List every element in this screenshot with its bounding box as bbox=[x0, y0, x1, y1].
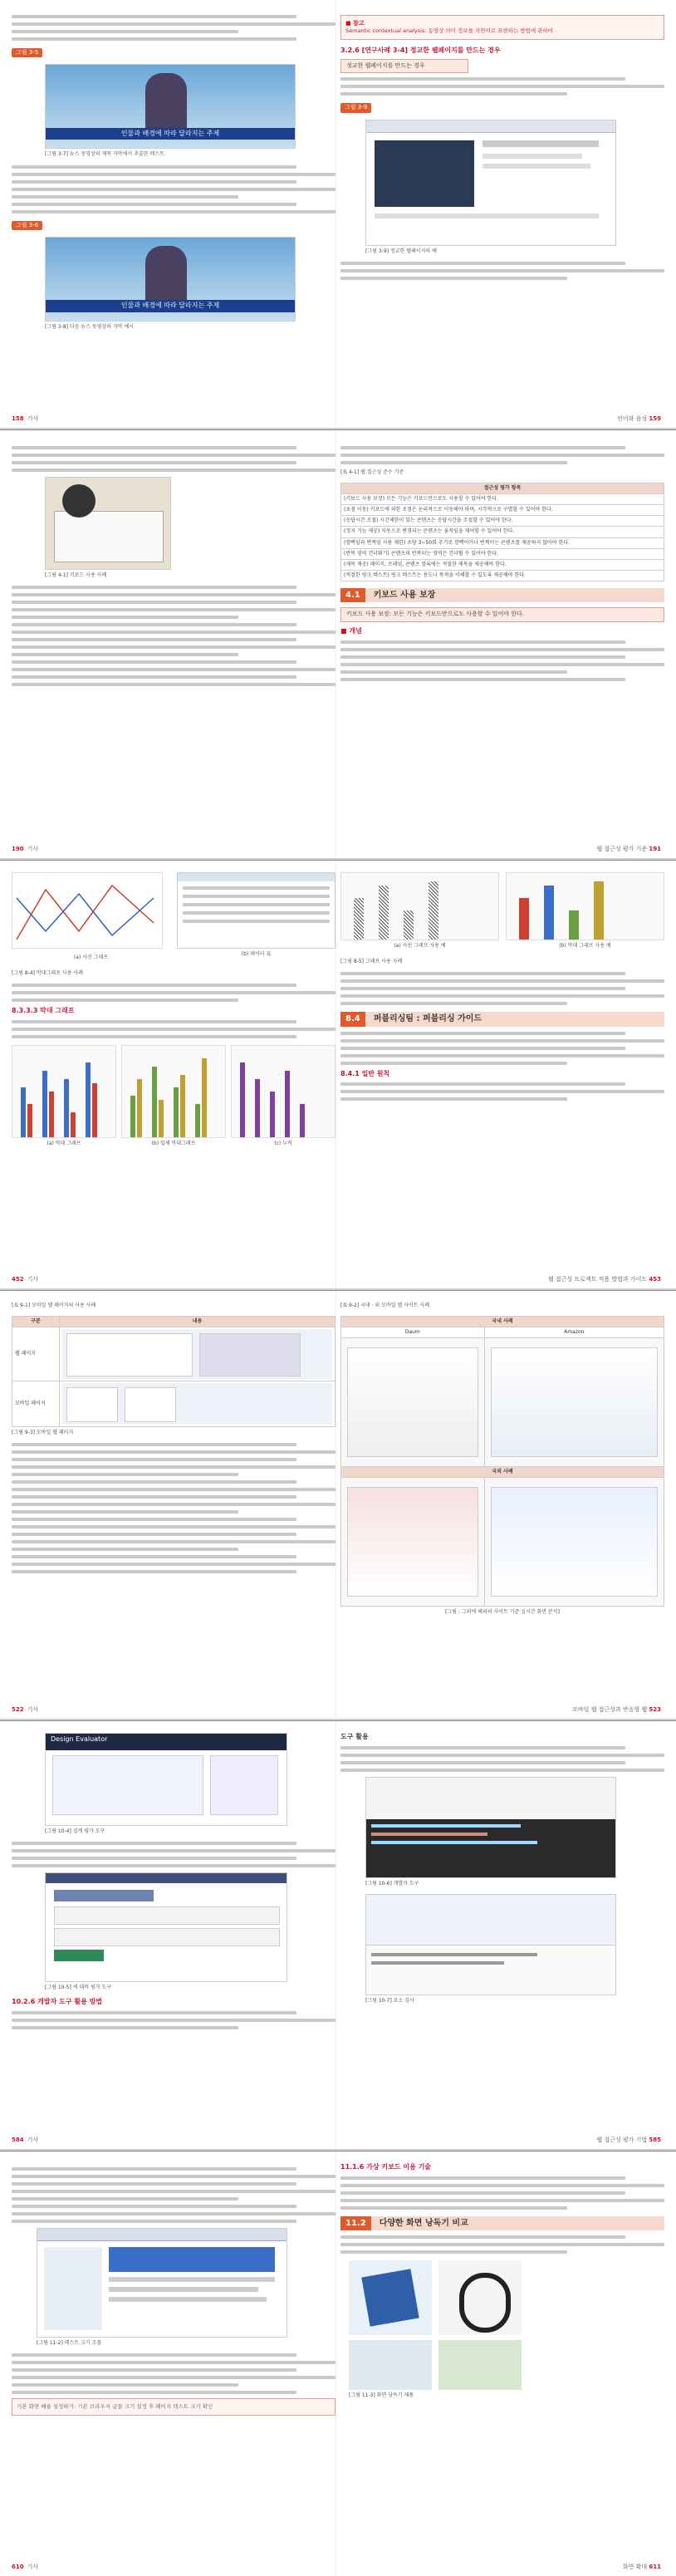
criteria-table: 접근성 평가 항목 (키보드 사용 보장) 모든 기능은 키보드만으로도 사용할 수 있어야 한다. (초점 이동) 키보드에 의한 초점은 논리적으로 이동해야 하며, 시각적으로 구별할 수 있어야 한다. (응답시간 조절) 시간제한이 있는 콘텐츠는 응답시간을 조절할 수 있어야 한다. (정지 기능 제공) 자동으로 변경되는 콘텐츠는 움직임을 제어할 수 있어야 한다. (깜빡임과 번쩍임 사용 제한) 초당 3~50회 주기로 깜빡이거나 번쩍이는 콘텐츠를 제공하지 않아야 한다. (반복 영역 건너뛰기) 콘텐츠의 반복되는 영역은 건너뛸 수 있어야 한다. (제목 제공) 페이지, 프레임, 콘텐츠 블록에는 적절한 제목을 제공해야 한다. (적절한 링크 텍스트) 링크 텍스트는 용도나 목적을 이해할 수 있도록 제공해야 한다. bbox=[340, 483, 664, 581]
page-number: 158 기사 bbox=[12, 415, 39, 422]
page-number: 452 기사 bbox=[12, 1275, 39, 1283]
mobile-sites-table: 국내 사례 Daum Amazon 국외 사례 bbox=[340, 1316, 664, 1607]
page-left bbox=[12, 1721, 336, 2149]
chart-caption: (a) 사선 그래프 bbox=[73, 954, 109, 960]
page-number: 584 기사 bbox=[12, 2136, 39, 2143]
page-left bbox=[12, 0, 336, 428]
note-box: ■ 참고 Semantic contextual analysis. 동영상 의미 정보를 자연어로 표현하는 방법에 관하여 bbox=[340, 15, 664, 40]
bar-chart-row bbox=[12, 1045, 336, 1138]
page-number: 웹 접근성 평가 기법 585 bbox=[596, 2136, 661, 2143]
book-spread-6 bbox=[0, 2152, 676, 2576]
page-number: 웹 접근성 평가 기준 191 bbox=[596, 845, 661, 852]
page-number: 웹 접근성 프로젝트 적용 방법과 가이드 453 bbox=[547, 1275, 661, 1283]
book-spread-1 bbox=[0, 0, 676, 429]
chart-caption: (b) 막대 그래프 사용 예 bbox=[559, 943, 611, 949]
app-title: Design Evaluator bbox=[46, 1734, 287, 1750]
subheading: 8.4.1 일반 원칙 bbox=[340, 1069, 390, 1077]
page-number: 610 기사 bbox=[12, 2563, 39, 2570]
figure-tag: 그림 3-9 bbox=[340, 103, 371, 112]
news-video-still-2 bbox=[45, 237, 296, 321]
page-left bbox=[12, 861, 336, 1288]
page-number: 화면 확대 611 bbox=[622, 2563, 661, 2570]
section-header: 4.1 키보드 사용 보장 bbox=[340, 588, 664, 603]
news-video-still-1 bbox=[45, 64, 296, 149]
table-caption: [표 9-2] 국내 · 외 모바일 웹 사이트 사례 bbox=[340, 1303, 429, 1308]
book-spread-5 bbox=[0, 1721, 676, 2151]
section-header: 11.2 다양한 화면 낭독기 비교 bbox=[340, 2216, 664, 2231]
figure-caption: [그림 3-8] 다음 뉴스 동영상의 자막 예시 bbox=[45, 323, 135, 330]
page-left bbox=[12, 1291, 336, 1719]
color-bar-chart bbox=[506, 872, 664, 940]
figure-caption: [그림 10-5] 색 대비 평가 도구 bbox=[45, 1985, 111, 1991]
figure-caption: [그림 3-7] 뉴스 동영상의 제목 자막에서 추출한 텍스트 bbox=[45, 151, 164, 158]
book-spread-4 bbox=[0, 1291, 676, 1720]
chart-caption: (b) 데이터 표 bbox=[241, 951, 272, 957]
figure-tag: 그림 3-6 bbox=[12, 221, 42, 230]
video-subtitle: 인물과 배경에 따라 달라지는 주제 bbox=[46, 300, 295, 312]
figure-caption: [그림 10-7] 요소 검사 bbox=[365, 1997, 414, 2004]
page-right bbox=[340, 861, 664, 1288]
figure-caption: [그림 4-1] 키보드 사용 사례 bbox=[45, 572, 107, 578]
figure-caption: [그림 9-3] 모바일 웹 페이지 bbox=[12, 1430, 74, 1436]
contrast-tool-screenshot bbox=[45, 1872, 287, 1982]
table-caption: [표 4-1] 웹 접근성 준수 기준 bbox=[340, 469, 404, 475]
video-subtitle: 인물과 배경에 따라 달라지는 주제 bbox=[46, 128, 295, 140]
subheading: 10.2.6 개발자 도구 활용 방법 bbox=[12, 1998, 103, 2006]
subheading: 11.1.6 가상 키보드 이용 기술 bbox=[340, 2163, 432, 2171]
page-number: 언어와 음성 159 bbox=[617, 415, 661, 422]
chart-caption: (a) 막대 그래프 bbox=[47, 1140, 81, 1146]
product-images bbox=[349, 2260, 664, 2335]
page-right bbox=[340, 2152, 664, 2576]
subhead-box: 정교한 웹페이지를 만드는 경우 bbox=[340, 59, 468, 73]
page-number: 522 기사 bbox=[12, 1705, 39, 1713]
page-left bbox=[12, 2152, 336, 2576]
page-right bbox=[340, 430, 664, 858]
figure-caption: [그림 11-3] 화면 낭독기 제품 bbox=[349, 2392, 414, 2399]
keyboard-photo bbox=[45, 477, 171, 570]
devtools-screenshot bbox=[365, 1777, 616, 1878]
book-spread-3 bbox=[0, 861, 676, 1290]
tip-box: 기본 화면 배율 설정하기: 기본 브라우저 글꼴 크기 설정 후 페이지 텍스트 크기 확인 bbox=[12, 2398, 336, 2416]
page-number: 190 기사 bbox=[12, 845, 39, 852]
page-number: 모바일 웹 접근성과 반응형 웹 523 bbox=[572, 1705, 661, 1713]
mobile-table: 구분 내용 웹 페이지 모바일 페이지 bbox=[12, 1316, 336, 1427]
app-screenshot bbox=[45, 1733, 287, 1826]
figure-tag: 그림 3-5 bbox=[12, 48, 42, 57]
section-header: 8.4 퍼블리싱팀 : 퍼블리싱 가이드 bbox=[340, 1012, 664, 1027]
figure-caption: [그림 10-6] 개발자 도구 bbox=[365, 1880, 419, 1887]
figure-caption: [그림 : 그외에 해외의 사이트 기준 실시간 화면 분석] bbox=[445, 1609, 560, 1616]
page-right bbox=[340, 1721, 664, 2149]
subheading: 도구 활용 bbox=[340, 1733, 369, 1740]
data-table-image bbox=[177, 872, 336, 949]
chart-caption: (a) 사선 그래프 사용 예 bbox=[394, 943, 446, 949]
series-line-2 bbox=[17, 894, 154, 935]
webpage-screenshot bbox=[365, 120, 616, 246]
figure-caption: [그림 11-2] 텍스트 크기 조절 bbox=[37, 2340, 102, 2346]
series-line-1 bbox=[17, 886, 154, 940]
figure-caption: [그림 8-5] 그래프 사용 사례 bbox=[340, 959, 403, 965]
inspector-screenshot bbox=[365, 1894, 616, 1995]
page-right bbox=[340, 0, 664, 428]
chart-caption: (b) 입체 막대그래프 bbox=[151, 1140, 196, 1146]
figure-caption: [그림 8-4] 막대그래프 사용 사례 bbox=[12, 969, 83, 976]
page-right bbox=[340, 1291, 664, 1719]
page-left bbox=[12, 430, 336, 858]
section-heading: 3.2.6 [연구사례 3-4] 정교한 웹페이지를 만드는 경우 bbox=[340, 47, 501, 55]
key-point-box: 키보드 사용 보장: 모든 기능은 키보드만으로도 사용할 수 있어야 한다. bbox=[340, 607, 664, 621]
browser-screenshot bbox=[37, 2228, 287, 2338]
book-spread-2 bbox=[0, 430, 676, 860]
table-caption: [표 9-1] 모바일 웹 페이지의 사용 사례 bbox=[12, 1303, 96, 1308]
chart-caption: (c) 누적 bbox=[274, 1140, 292, 1146]
hatched-bar-chart bbox=[340, 872, 499, 940]
line-chart bbox=[12, 872, 163, 949]
subheading: 8.3.3.3 막대 그래프 bbox=[12, 1006, 75, 1014]
figure-caption: [그림 3-9] 정교한 웹페이지의 예 bbox=[365, 248, 437, 254]
figure-caption: [그림 10-4] 설계 평가 도구 bbox=[45, 1828, 105, 1834]
subheading: ■ 개념 bbox=[340, 626, 362, 635]
